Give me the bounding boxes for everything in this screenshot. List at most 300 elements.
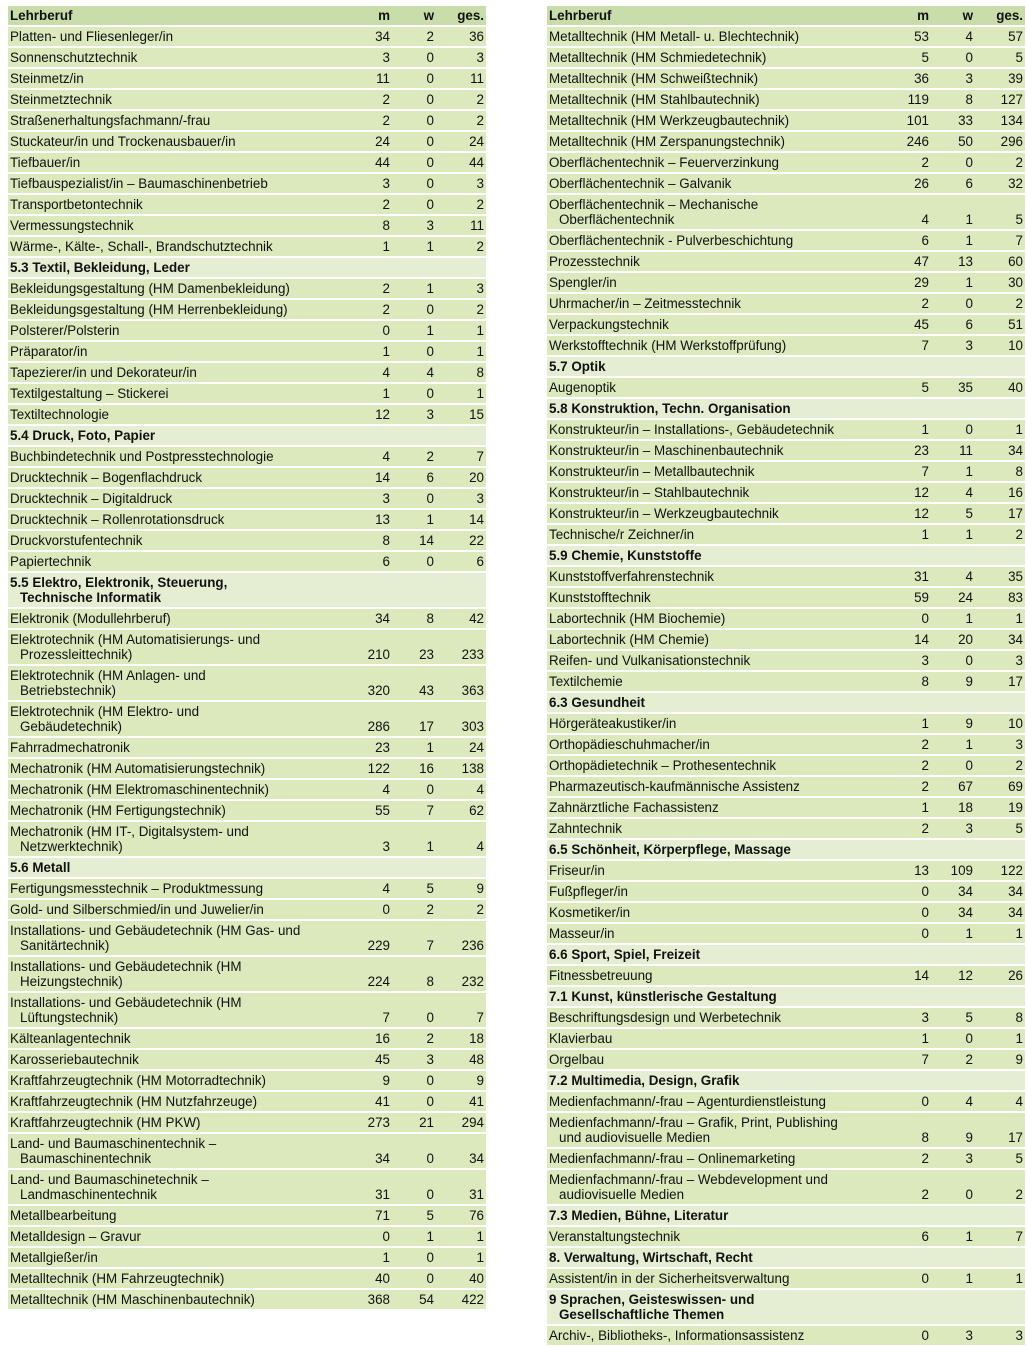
count-m: 2 — [887, 734, 931, 755]
count-ges: 5 — [975, 47, 1025, 68]
empty-cell — [931, 1070, 975, 1091]
count-m: 8 — [348, 530, 392, 551]
section-heading — [8, 572, 348, 608]
count-w: 0 — [392, 299, 436, 320]
table-row — [8, 821, 486, 857]
count-ges: 10 — [975, 713, 1025, 734]
table-row — [8, 992, 486, 1028]
occupation-name-continued: Betriebstechnik) — [20, 683, 117, 698]
count-ges: 22 — [436, 530, 486, 551]
count-w: 1 — [931, 272, 975, 293]
table-row — [8, 47, 486, 68]
count-w: 20 — [931, 629, 975, 650]
section-heading-row — [547, 398, 1025, 419]
empty-cell — [887, 356, 931, 377]
table-row — [547, 194, 1025, 230]
empty-cell — [348, 425, 392, 446]
table-row — [8, 758, 486, 779]
empty-cell — [348, 857, 392, 878]
occupation-name — [8, 26, 348, 47]
occupation-name-text: Steinmetztechnik — [10, 92, 112, 107]
occupation-name-text: Fitnessbetreuung — [549, 968, 653, 983]
count-ges: 35 — [975, 566, 1025, 587]
empty-cell — [975, 398, 1025, 419]
count-w: 5 — [931, 503, 975, 524]
count-ges: 44 — [436, 152, 486, 173]
occupation-name-text: Konstrukteur/in – Metallbautechnik — [549, 464, 755, 479]
table-row — [8, 68, 486, 89]
count-m: 1 — [887, 1028, 931, 1049]
count-w: 3 — [931, 68, 975, 89]
occupation-name — [8, 152, 348, 173]
occupation-name-text: Kosmetiker/in — [549, 905, 631, 920]
occupation-name — [547, 26, 887, 47]
count-w: 3 — [392, 215, 436, 236]
count-m: 368 — [348, 1289, 392, 1310]
occupation-name-text: Textilgestaltung – Stickerei — [10, 386, 169, 401]
empty-cell — [348, 572, 392, 608]
empty-cell — [931, 1247, 975, 1268]
count-m: 44 — [348, 152, 392, 173]
section-title: 5.5 Elektro, Elektronik, Steuerung, — [10, 575, 228, 590]
count-ges: 422 — [436, 1289, 486, 1310]
occupation-name — [547, 587, 887, 608]
count-ges: 3 — [436, 173, 486, 194]
count-w: 1 — [931, 461, 975, 482]
section-heading — [547, 1247, 887, 1268]
count-w: 0 — [392, 488, 436, 509]
count-ges: 1 — [436, 1226, 486, 1247]
occupation-name-text: Karosseriebautechnik — [10, 1052, 139, 1067]
count-m: 2 — [887, 776, 931, 797]
count-w: 9 — [931, 713, 975, 734]
count-ges: 3 — [975, 734, 1025, 755]
count-ges: 76 — [436, 1205, 486, 1226]
empty-cell — [436, 257, 486, 278]
occupation-name — [8, 1112, 348, 1133]
table-row — [547, 461, 1025, 482]
empty-cell — [931, 986, 975, 1007]
section-heading-row — [547, 839, 1025, 860]
count-ges: 34 — [975, 629, 1025, 650]
count-m: 26 — [887, 173, 931, 194]
count-ges: 19 — [975, 797, 1025, 818]
count-ges: 16 — [975, 482, 1025, 503]
count-w: 4 — [931, 26, 975, 47]
count-w: 2 — [392, 899, 436, 920]
empty-cell — [392, 257, 436, 278]
occupation-name-text: Medienfachmann/-frau – Grafik, Print, Publishing — [549, 1115, 838, 1130]
count-w: 1 — [931, 1268, 975, 1289]
table-row — [8, 1247, 486, 1268]
count-ges: 24 — [436, 131, 486, 152]
count-m: 2 — [348, 110, 392, 131]
count-m: 0 — [348, 899, 392, 920]
table-row — [547, 1049, 1025, 1070]
occupation-name — [8, 341, 348, 362]
table-row — [547, 1169, 1025, 1205]
table-row — [547, 566, 1025, 587]
count-m: 1 — [887, 797, 931, 818]
section-title: 5.3 Textil, Bekleidung, Leder — [10, 260, 190, 275]
header-w: w — [392, 6, 436, 26]
table-row — [547, 314, 1025, 335]
occupation-name-text: Fertigungsmesstechnik – Produktmessung — [10, 881, 264, 896]
table-row — [8, 173, 486, 194]
occupation-name — [8, 899, 348, 920]
count-w: 18 — [931, 797, 975, 818]
right-column — [547, 6, 1023, 1343]
count-w: 0 — [392, 1247, 436, 1268]
occupation-name — [547, 173, 887, 194]
count-w: 0 — [931, 419, 975, 440]
count-w: 9 — [931, 671, 975, 692]
table-row — [547, 755, 1025, 776]
occupation-name-text: Gold- und Silberschmied/in und Juwelier/in — [10, 902, 264, 917]
count-w: 16 — [392, 758, 436, 779]
occupation-name — [547, 524, 887, 545]
table-row — [547, 251, 1025, 272]
occupation-name — [547, 566, 887, 587]
section-title: 6.6 Sport, Spiel, Freizeit — [549, 947, 701, 962]
count-m: 2 — [348, 194, 392, 215]
occupation-name-text: Installations- und Gebäudetechnik (HM — [10, 959, 242, 974]
table-row — [8, 152, 486, 173]
count-m: 1 — [887, 419, 931, 440]
count-m: 8 — [887, 1112, 931, 1148]
count-w: 0 — [931, 47, 975, 68]
occupation-name — [8, 1268, 348, 1289]
occupation-name — [547, 818, 887, 839]
count-m: 2 — [348, 89, 392, 110]
empty-cell — [931, 398, 975, 419]
table-row — [547, 734, 1025, 755]
occupation-name — [8, 956, 348, 992]
table-row — [547, 26, 1025, 47]
table-row — [8, 1226, 486, 1247]
occupation-name-text: Steinmetz/in — [10, 71, 84, 86]
table-row — [8, 899, 486, 920]
count-m: 34 — [348, 1133, 392, 1169]
count-ges: 3 — [436, 47, 486, 68]
table-row — [8, 131, 486, 152]
count-ges: 40 — [975, 377, 1025, 398]
table-row — [8, 404, 486, 425]
count-ges: 9 — [436, 878, 486, 899]
count-w: 0 — [392, 1268, 436, 1289]
count-m: 8 — [887, 671, 931, 692]
occupation-name-text: Stuckateur/in und Trockenausbauer/in — [10, 134, 236, 149]
count-ges: 122 — [975, 860, 1025, 881]
count-m: 29 — [887, 272, 931, 293]
count-w: 7 — [392, 920, 436, 956]
occupation-name — [547, 629, 887, 650]
empty-cell — [436, 572, 486, 608]
occupation-name-text: Bekleidungsgestaltung (HM Herrenbekleidung) — [10, 302, 288, 317]
table-row — [8, 362, 486, 383]
count-w: 0 — [392, 1169, 436, 1205]
count-ges: 2 — [975, 293, 1025, 314]
section-heading — [547, 839, 887, 860]
section-title: 7.2 Multimedia, Design, Grafik — [549, 1073, 740, 1088]
occupation-name-text: Elektrotechnik (HM Elektro- und — [10, 704, 200, 719]
empty-cell — [975, 1070, 1025, 1091]
header-ges: ges. — [975, 6, 1025, 26]
count-w: 3 — [392, 1049, 436, 1070]
count-w: 12 — [931, 965, 975, 986]
occupation-name-text: Textilchemie — [549, 674, 623, 689]
count-m: 5 — [887, 377, 931, 398]
occupation-name-text: Transportbetontechnik — [10, 197, 143, 212]
count-ges: 2 — [436, 194, 486, 215]
table-row — [8, 488, 486, 509]
occupation-name — [547, 1169, 887, 1205]
occupation-name-text: Konstrukteur/in – Installations-, Gebäudetechnik — [549, 422, 835, 437]
count-w: 0 — [392, 194, 436, 215]
count-w: 7 — [392, 800, 436, 821]
section-title-continued: Gesellschaftliche Themen — [559, 1307, 725, 1322]
count-ges: 1 — [975, 419, 1025, 440]
count-ges: 296 — [975, 131, 1025, 152]
occupation-name — [547, 1049, 887, 1070]
section-heading — [547, 944, 887, 965]
count-ges: 363 — [436, 665, 486, 701]
count-ges: 2 — [436, 899, 486, 920]
count-w: 3 — [931, 335, 975, 356]
count-w: 4 — [392, 362, 436, 383]
occupation-name — [8, 320, 348, 341]
count-m: 1 — [348, 341, 392, 362]
table-row — [8, 26, 486, 47]
count-w: 4 — [931, 482, 975, 503]
section-heading-row — [547, 1205, 1025, 1226]
table-row — [547, 1226, 1025, 1247]
occupation-name-text: Technische/r Zeichner/in — [549, 527, 695, 542]
count-m: 59 — [887, 587, 931, 608]
occupation-name-text: Oberflächentechnik - Pulverbeschichtung — [549, 233, 794, 248]
count-w: 0 — [931, 293, 975, 314]
count-ges: 1 — [436, 341, 486, 362]
section-heading-row — [8, 257, 486, 278]
empty-cell — [887, 398, 931, 419]
count-w: 1 — [931, 1226, 975, 1247]
occupation-name — [547, 194, 887, 230]
header-lehrberuf: Lehrberuf — [547, 6, 887, 26]
empty-cell — [931, 1289, 975, 1325]
count-ges: 34 — [975, 902, 1025, 923]
count-ges: 2 — [436, 236, 486, 257]
table-row — [547, 818, 1025, 839]
occupation-name — [8, 737, 348, 758]
occupation-name — [547, 608, 887, 629]
count-ges: 34 — [975, 440, 1025, 461]
count-w: 0 — [392, 173, 436, 194]
count-m: 2 — [348, 278, 392, 299]
count-w: 0 — [931, 1028, 975, 1049]
count-ges: 2 — [436, 89, 486, 110]
occupation-name — [547, 1226, 887, 1247]
count-ges: 62 — [436, 800, 486, 821]
table-row — [547, 272, 1025, 293]
count-w: 1 — [392, 821, 436, 857]
table-row — [8, 629, 486, 665]
count-m: 229 — [348, 920, 392, 956]
section-heading — [547, 545, 887, 566]
count-m: 6 — [887, 230, 931, 251]
empty-cell — [436, 425, 486, 446]
section-title: 5.9 Chemie, Kunststoffe — [549, 548, 702, 563]
occupation-name-text: Installations- und Gebäudetechnik (HM — [10, 995, 242, 1010]
table-row — [547, 1091, 1025, 1112]
occupation-name — [547, 68, 887, 89]
occupation-name — [8, 110, 348, 131]
occupation-name-text: Klavierbau — [549, 1031, 613, 1046]
table-row — [8, 215, 486, 236]
count-ges: 2 — [436, 110, 486, 131]
count-ges: 232 — [436, 956, 486, 992]
table-row — [547, 230, 1025, 251]
section-title: 9 Sprachen, Geisteswissen- und — [549, 1292, 755, 1307]
occupation-name-text: Kälteanlagentechnik — [10, 1031, 131, 1046]
count-ges: 3 — [436, 278, 486, 299]
section-heading — [8, 857, 348, 878]
count-m: 7 — [887, 335, 931, 356]
count-ges: 138 — [436, 758, 486, 779]
count-w: 1 — [392, 509, 436, 530]
empty-cell — [975, 545, 1025, 566]
header-lehrberuf: Lehrberuf — [8, 6, 348, 26]
count-ges: 2 — [975, 755, 1025, 776]
count-ges: 39 — [975, 68, 1025, 89]
empty-cell — [931, 1205, 975, 1226]
occupation-name-text: Werkstofftechnik (HM Werkstoffprüfung) — [549, 338, 787, 353]
table-row — [547, 293, 1025, 314]
count-m: 0 — [348, 1226, 392, 1247]
table-row — [547, 335, 1025, 356]
empty-cell — [887, 839, 931, 860]
section-heading-row — [8, 857, 486, 878]
count-m: 0 — [887, 1268, 931, 1289]
count-m: 3 — [348, 47, 392, 68]
occupation-name-text: Konstrukteur/in – Werkzeugbautechnik — [549, 506, 779, 521]
occupation-name — [547, 755, 887, 776]
count-ges: 60 — [975, 251, 1025, 272]
occupation-name-text: Papiertechnik — [10, 554, 92, 569]
occupation-name-text: Kunststofftechnik — [549, 590, 651, 605]
section-heading-row — [547, 944, 1025, 965]
count-m: 14 — [348, 467, 392, 488]
table-header-row — [8, 6, 486, 26]
count-ges: 17 — [975, 1112, 1025, 1148]
count-m: 0 — [348, 320, 392, 341]
occupation-name-continued: Netzwerktechnik) — [20, 839, 123, 854]
count-ges: 2 — [436, 299, 486, 320]
occupation-name-text: Metallgießer/in — [10, 1250, 98, 1265]
apprenticeship-table-right — [547, 6, 1025, 1347]
occupation-name-text: Fahrradmechatronik — [10, 740, 130, 755]
count-m: 23 — [348, 737, 392, 758]
occupation-name — [8, 800, 348, 821]
section-heading — [547, 1289, 887, 1325]
count-m: 7 — [887, 461, 931, 482]
occupation-name — [547, 335, 887, 356]
count-m: 4 — [348, 362, 392, 383]
occupation-name — [547, 440, 887, 461]
count-ges: 36 — [436, 26, 486, 47]
count-m: 13 — [887, 860, 931, 881]
count-m: 7 — [887, 1049, 931, 1070]
count-m: 3 — [887, 1007, 931, 1028]
table-row — [8, 1268, 486, 1289]
empty-cell — [975, 1205, 1025, 1226]
count-ges: 18 — [436, 1028, 486, 1049]
occupation-name — [547, 152, 887, 173]
count-w: 1 — [392, 278, 436, 299]
occupation-name — [8, 215, 348, 236]
table-row — [8, 1049, 486, 1070]
table-row — [547, 860, 1025, 881]
count-w: 0 — [392, 551, 436, 572]
table-row — [8, 1133, 486, 1169]
occupation-name — [547, 776, 887, 797]
count-m: 119 — [887, 89, 931, 110]
empty-cell — [887, 1247, 931, 1268]
occupation-name — [547, 965, 887, 986]
count-w: 0 — [392, 383, 436, 404]
table-row — [547, 110, 1025, 131]
table-row — [8, 1289, 486, 1310]
occupation-name-text: Tapezierer/in und Dekorateur/in — [10, 365, 197, 380]
count-w: 1 — [931, 524, 975, 545]
occupation-name — [547, 251, 887, 272]
count-m: 1 — [887, 524, 931, 545]
table-row — [8, 89, 486, 110]
count-w: 13 — [931, 251, 975, 272]
empty-cell — [975, 1247, 1025, 1268]
count-ges: 2 — [975, 524, 1025, 545]
count-m: 1 — [348, 1247, 392, 1268]
occupation-name — [547, 1091, 887, 1112]
count-m: 2 — [887, 293, 931, 314]
table-row — [547, 1325, 1025, 1346]
occupation-name — [8, 383, 348, 404]
occupation-name-text: Prozesstechnik — [549, 254, 640, 269]
count-m: 1 — [348, 236, 392, 257]
occupation-name — [8, 530, 348, 551]
table-row — [8, 1028, 486, 1049]
table-header-row — [547, 6, 1025, 26]
count-ges: 2 — [975, 1169, 1025, 1205]
occupation-name-continued: Landmaschinentechnik — [20, 1187, 157, 1202]
occupation-name — [8, 1226, 348, 1247]
occupation-name — [8, 821, 348, 857]
occupation-name — [8, 299, 348, 320]
count-ges: 2 — [975, 152, 1025, 173]
section-title: 5.8 Konstruktion, Techn. Organisation — [549, 401, 791, 416]
count-w: 1 — [392, 236, 436, 257]
occupation-name-text: Oberflächentechnik – Mechanische — [549, 197, 759, 212]
occupation-name-text: Beschriftungsdesign und Werbetechnik — [549, 1010, 781, 1025]
table-row — [547, 1148, 1025, 1169]
occupation-name-text: Tiefbauer/in — [10, 155, 81, 170]
count-m: 4 — [348, 779, 392, 800]
count-w: 1 — [392, 1226, 436, 1247]
table-row — [8, 1205, 486, 1226]
occupation-name — [547, 482, 887, 503]
occupation-name-text: Druckvorstufentechnik — [10, 533, 143, 548]
occupation-name-text: Metalldesign – Gravur — [10, 1229, 141, 1244]
count-ges: 134 — [975, 110, 1025, 131]
